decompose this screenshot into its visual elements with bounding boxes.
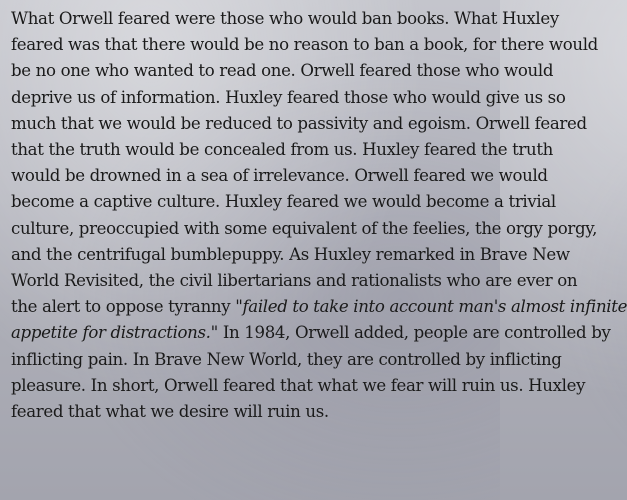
- text-line: would be drowned in a sea of irrelevance. Orwell feared we would: [11, 166, 548, 186]
- text-line: World Revisited, the civil libertarians and rationalists who are ever on: [11, 271, 578, 291]
- text-line: What Orwell feared were those who would ban books. What Huxley: [11, 9, 559, 28]
- text-line: culture, preoccupied with some equivalent of the feelies, the orgy porgy,: [11, 218, 598, 238]
- text-line: [11, 320, 611, 346]
- text-line: that the truth would be concealed from us. Huxley feared the truth: [11, 140, 553, 160]
- italic-quote-segment: failed to take into account man's almost infinite: [242, 297, 627, 317]
- text-line: pleasure. In short, Orwell feared that what we fear will ruin us. Huxley: [11, 375, 586, 395]
- text-line: be no one who wanted to read one. Orwell feared those who would: [11, 61, 554, 81]
- text-segment: the alert to oppose tyranny ": [11, 297, 243, 317]
- text-line: feared that what we desire will ruin us.: [11, 402, 329, 422]
- text-line: become a captive culture. Huxley feared we would become a trivial: [11, 192, 556, 212]
- text-line: deprive us of information. Huxley feared those who would give us so: [11, 87, 566, 107]
- text-line: much that we would be reduced to passivity and egoism. Orwell feared: [11, 113, 587, 133]
- italic-quote-segment: appetite for distractions.: [11, 323, 211, 343]
- text-line: [11, 294, 627, 320]
- text-segment: " In 1984, Orwell added, people are controlled by: [210, 323, 611, 343]
- text-line: inflicting pain. In Brave New World, they are controlled by inflicting: [11, 349, 562, 369]
- text-line: and the centrifugal bumblepuppy. As Huxley remarked in Brave New: [11, 244, 570, 264]
- text-line: feared was that there would be no reason to ban a book, for there would: [11, 35, 598, 55]
- quote-text: [11, 6, 627, 425]
